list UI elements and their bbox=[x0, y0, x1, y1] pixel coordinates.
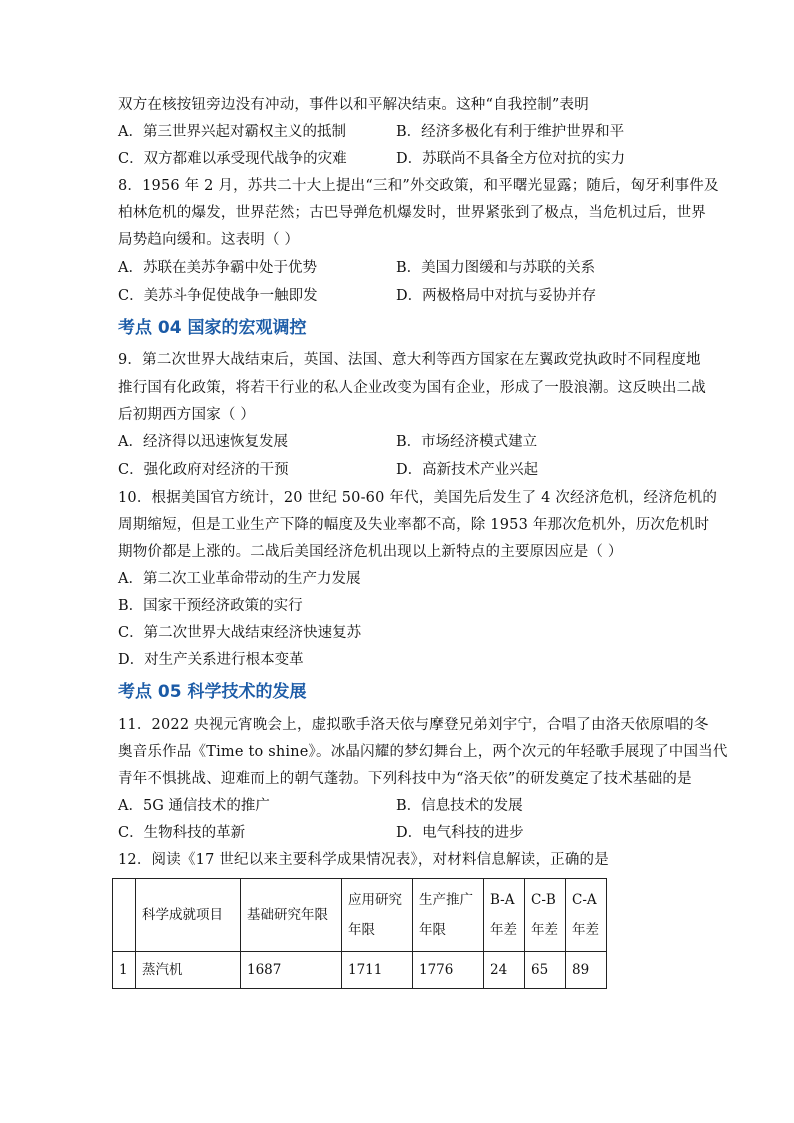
q8-stem-line-2: 柏林危机的爆发，世界茫然；古巴导弹危机爆发时，世界紧张到了极点，当危机过后，世界 bbox=[118, 205, 706, 221]
table-header-cell bbox=[113, 879, 136, 952]
q11-option-d: D．电气科技的进步 bbox=[396, 825, 524, 841]
q7-stem-tail: 双方在核按钮旁边没有冲动，事件以和平解决结束。这种“自我控制”表明 bbox=[118, 97, 589, 113]
q8-option-d: D．两极格局中对抗与妥协并存 bbox=[396, 288, 597, 304]
q10-stem-line-1: 10．根据美国官方统计，20 世纪 50-60 年代，美国先后发生了 4 次经济危机，经济危机的 bbox=[118, 490, 718, 506]
q7-option-d: D．苏联尚不具备全方位对抗的实力 bbox=[396, 151, 626, 167]
q10-option-b: B．国家干预经济政策的实行 bbox=[118, 598, 303, 614]
table-cell: 1 bbox=[113, 952, 136, 989]
table-row bbox=[113, 952, 607, 989]
q10-stem-line-3: 期物价都是上涨的。二战后美国经济危机出现以上新特点的主要原因应是（ ） bbox=[118, 544, 623, 560]
table-cell: 24 bbox=[484, 952, 525, 989]
table-header-cell: 生产推广 年限 bbox=[413, 879, 484, 952]
q8-stem-line-3: 局势趋向缓和。这表明（ ） bbox=[118, 232, 300, 248]
table-header-cell: B-A 年差 bbox=[484, 879, 525, 952]
table-header-cell: C-A 年差 bbox=[566, 879, 607, 952]
q9-stem-line-3: 后初期西方国家（ ） bbox=[118, 407, 256, 423]
table-header-cell: 应用研究 年限 bbox=[342, 879, 413, 952]
science-achievements-table bbox=[112, 878, 607, 989]
q8-option-a: A．苏联在美苏争霸中处于优势 bbox=[118, 260, 317, 276]
q11-option-a: A．5G 通信技术的推广 bbox=[118, 798, 270, 814]
section-heading-04: 考点 04 国家的宏观调控 bbox=[118, 318, 307, 338]
q11-option-c: C．生物科技的革新 bbox=[118, 825, 246, 841]
table-cell: 蒸汽机 bbox=[136, 952, 241, 989]
table-cell: 65 bbox=[525, 952, 566, 989]
q9-stem-line-1: 9．第二次世界大战结束后，英国、法国、意大利等西方国家在左翼政党执政时不同程度地 bbox=[118, 352, 701, 368]
q11-stem-line-2: 奥音乐作品《Time to shine》。冰晶闪耀的梦幻舞台上，两个次元的年轻歌手展现了中国当代 bbox=[118, 744, 728, 760]
table-header-cell: C-B 年差 bbox=[525, 879, 566, 952]
q7-option-c: C．双方都难以承受现代战争的灾难 bbox=[118, 151, 347, 167]
q8-stem-line-1: 8．1956 年 2 月，苏共二十大上提出“三和”外交政策，和平曙光显露；随后，匈牙利事件及 bbox=[118, 178, 719, 194]
q9-option-b: B．市场经济模式建立 bbox=[396, 434, 538, 450]
q9-option-a: A．经济得以迅速恢复发展 bbox=[118, 434, 288, 450]
table-header-cell: 科学成就项目 bbox=[136, 879, 241, 952]
q10-option-a: A．第二次工业革命带动的生产力发展 bbox=[118, 571, 361, 587]
table-header-cell: 基础研究年限 bbox=[241, 879, 342, 952]
q12-stem: 12．阅读《17 世纪以来主要科学成果情况表》，对材料信息解读，正确的是 bbox=[118, 852, 609, 868]
q7-option-b: B．经济多极化有利于维护世界和平 bbox=[396, 124, 625, 140]
q8-option-c: C．美苏斗争促使战争一触即发 bbox=[118, 288, 318, 304]
q10-option-d: D．对生产关系进行根本变革 bbox=[118, 652, 304, 668]
q11-option-b: B．信息技术的发展 bbox=[396, 798, 523, 814]
q9-option-c: C．强化政府对经济的干预 bbox=[118, 462, 289, 478]
q11-stem-line-3: 青年不惧挑战、迎难而上的朝气蓬勃。下列科技中为“洛天依”的研发奠定了技术基础的是 bbox=[118, 771, 692, 787]
table-cell: 1711 bbox=[342, 952, 413, 989]
table-cell: 1687 bbox=[241, 952, 342, 989]
table-cell: 1776 bbox=[413, 952, 484, 989]
table-header-row bbox=[113, 879, 607, 952]
q8-option-b: B．美国力图缓和与苏联的关系 bbox=[396, 260, 596, 276]
section-heading-05: 考点 05 科学技术的发展 bbox=[118, 682, 307, 702]
q9-stem-line-2: 推行国有化政策，将若干行业的私人企业改变为国有企业，形成了一股浪潮。这反映出二战 bbox=[118, 380, 706, 396]
q9-option-d: D．高新技术产业兴起 bbox=[396, 462, 539, 478]
q10-stem-line-2: 周期缩短，但是工业生产下降的幅度及失业率都不高，除 1953 年那次危机外，历次危机时 bbox=[118, 517, 710, 533]
q7-option-a: A．第三世界兴起对霸权主义的抵制 bbox=[118, 124, 346, 140]
q10-option-c: C．第二次世界大战结束经济快速复苏 bbox=[118, 625, 362, 641]
q11-stem-line-1: 11．2022 央视元宵晚会上，虚拟歌手洛天依与摩登兄弟刘宇宁，合唱了由洛天依原唱的冬 bbox=[118, 717, 709, 733]
table-cell: 89 bbox=[566, 952, 607, 989]
